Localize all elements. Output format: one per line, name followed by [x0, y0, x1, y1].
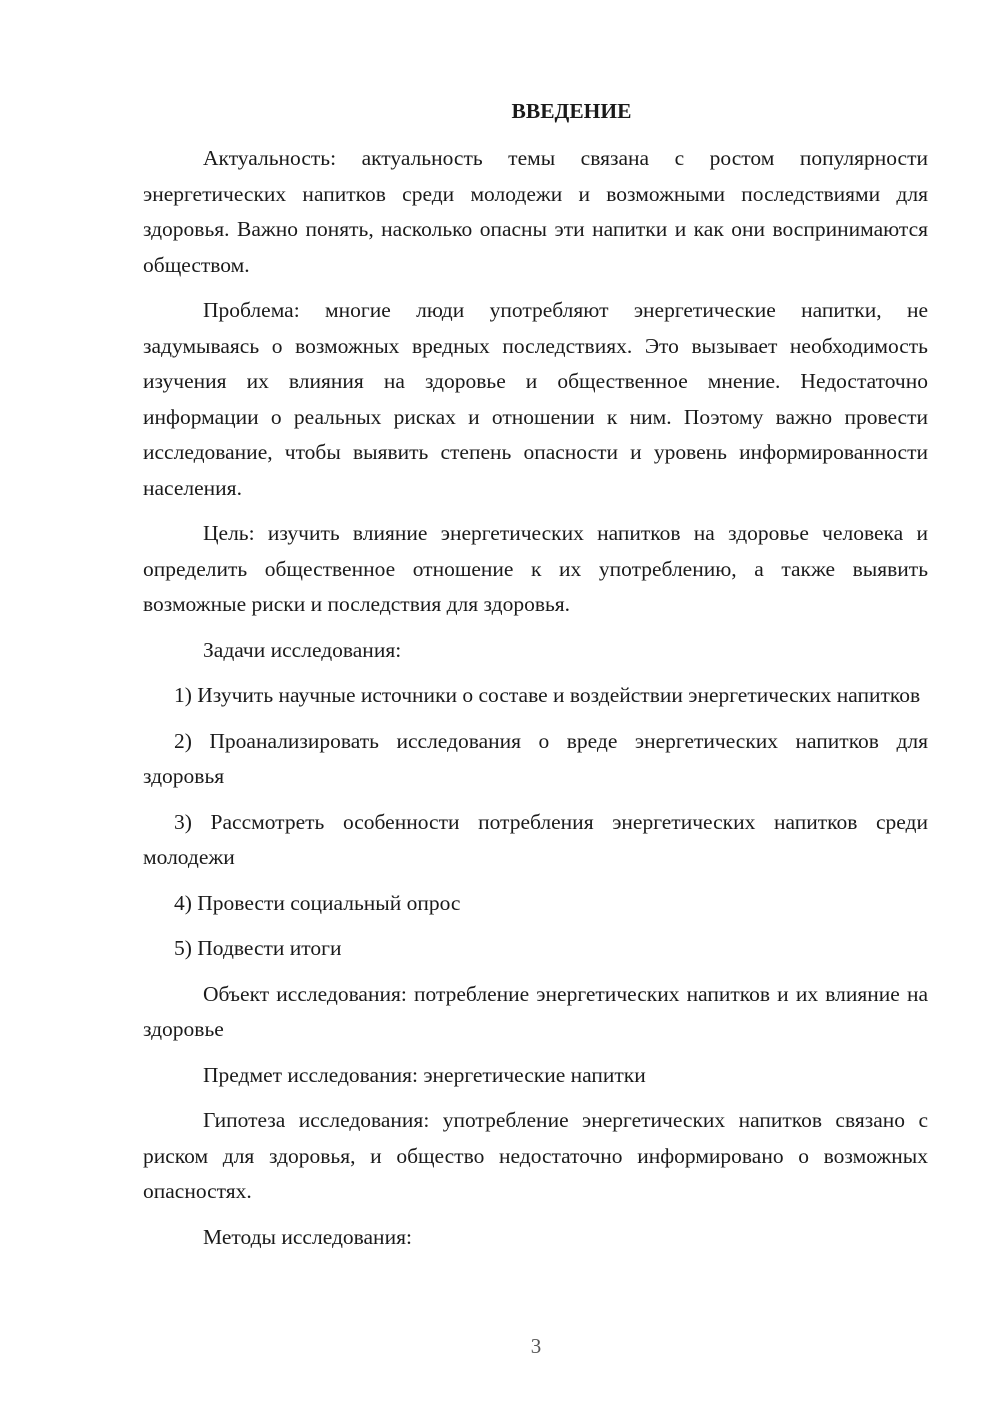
- task-item-2: 2) Проанализировать исследования о вреде энергетических напитков для здоровья: [143, 728, 928, 788]
- goal-paragraph: Цель: изучить влияние энергетических напитков на здоровье человека и определить общественное отношение к их употреблению, а также выявить возможные риски и последствия для здоровья.: [143, 521, 928, 616]
- tasks-heading: Задачи исследования:: [203, 637, 402, 662]
- task-item-1: 1) Изучить научные источники о составе и воздействии энергетических напитков: [174, 683, 921, 707]
- problem-paragraph: Проблема: многие люди употребляют энергетические напитки, не задумываясь о возможных вредных последствиях. Это вызывает необходимость изучения их влияния на здоровье и общественное мнение. Недостаточно информации о реальных рисках и отношении к ним. Поэтому важно провести исследование, чтобы выявить степень опасности и уровень информированности населения.: [143, 298, 928, 500]
- relevance-paragraph: Актуальность: актуальность темы связана с ростом популярности энергетических напитков среди молодежи и возможными последствиями для здоровья. Важно понять, насколько опасны эти напитки и как они воспринимаются обществом.: [143, 146, 928, 277]
- methods-heading: Методы исследования:: [203, 1224, 412, 1249]
- object-paragraph: Объект исследования: потребление энергетических напитков и их влияние на здоровье: [143, 981, 928, 1041]
- task-item-5: 5) Подвести итоги: [174, 936, 342, 960]
- page-content: [143, 94, 928, 1265]
- subject-paragraph: Предмет исследования: энергетические напитки: [203, 1062, 646, 1087]
- page-number: 3: [530, 1334, 542, 1358]
- task-item-3: 3) Рассмотреть особенности потребления энергетических напитков среди молодежи: [143, 809, 928, 869]
- page-title: ВВЕДЕНИЕ: [511, 99, 632, 123]
- hypothesis-paragraph: Гипотеза исследования: употребление энергетических напитков связано с риском для здоровья, и общество недостаточно информировано о возможных опасностях.: [143, 1108, 928, 1203]
- task-item-4: 4) Провести социальный опрос: [174, 890, 461, 915]
